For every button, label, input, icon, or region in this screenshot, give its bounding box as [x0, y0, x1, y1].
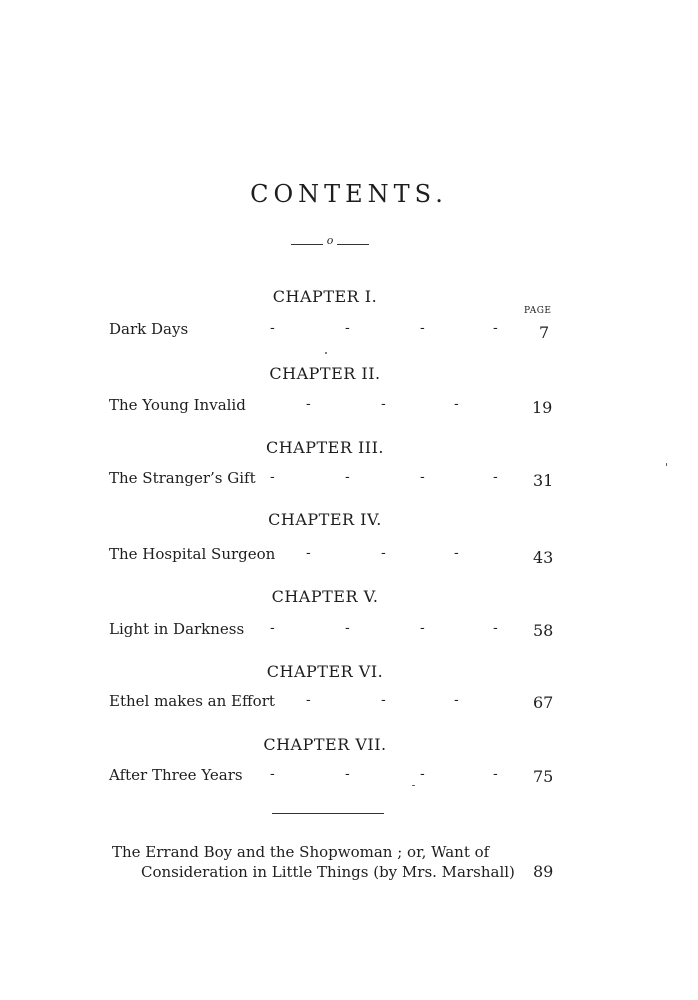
- leader-dash: -: [420, 620, 425, 636]
- leader-dash: -: [345, 469, 350, 485]
- leader-dash: -: [454, 396, 459, 412]
- page-number: 75: [533, 767, 554, 786]
- leader-dash: -: [270, 320, 275, 336]
- page-column-header: PAGE: [524, 306, 552, 316]
- page-number: 43: [533, 548, 554, 567]
- chapter-title: Ethel makes an Effort: [109, 692, 275, 710]
- page-number: 58: [533, 621, 554, 640]
- chapter-heading: CHAPTER I.: [272, 287, 378, 306]
- title-ornament: [291, 234, 369, 250]
- leader-dash: -: [270, 469, 275, 485]
- leader-dash: -: [306, 545, 311, 561]
- chapter-heading: CHAPTER II.: [269, 364, 381, 383]
- leader-dash: -: [270, 620, 275, 636]
- page-number: 31: [533, 471, 554, 490]
- chapter-heading: CHAPTER V.: [271, 587, 379, 606]
- leader-dash: -: [420, 766, 425, 782]
- leader-dash: -: [345, 320, 350, 336]
- chapter-title: The Stranger’s Gift: [109, 469, 256, 487]
- ornament-line-right: [337, 244, 369, 245]
- paper-speck: [325, 352, 327, 354]
- leader-dash: -: [270, 766, 275, 782]
- chapter-title: Dark Days: [109, 320, 189, 338]
- leader-dash: -: [345, 620, 350, 636]
- chapter-heading: CHAPTER III.: [265, 438, 385, 457]
- leader-dash: -: [454, 692, 459, 708]
- appendix-page-number: 89: [533, 862, 554, 881]
- leader-dash: -: [420, 469, 425, 485]
- leader-dash: -: [493, 766, 498, 782]
- leader-dash: -: [381, 396, 386, 412]
- page-number: 7: [539, 323, 550, 342]
- leader-dash: -: [493, 620, 498, 636]
- chapter-heading: CHAPTER VI.: [266, 662, 384, 681]
- leader-dash: -: [381, 692, 386, 708]
- chapter-title: Light in Darkness: [109, 620, 245, 638]
- appendix-title-line-2: Consideration in Little Things (by Mrs. Marshall): [141, 863, 515, 881]
- page-title: CONTENTS.: [250, 180, 448, 208]
- chapter-heading: CHAPTER VII.: [263, 735, 387, 754]
- paper-speck: [412, 785, 415, 786]
- paper-speck: [666, 463, 667, 466]
- chapter-title: After Three Years: [109, 766, 243, 784]
- chapter-title: The Young Invalid: [109, 396, 246, 414]
- page-number: 19: [532, 398, 553, 417]
- leader-dash: -: [493, 320, 498, 336]
- section-divider: [272, 813, 384, 814]
- page-number: 67: [533, 693, 554, 712]
- ornament-line-left: [291, 244, 323, 245]
- leader-dash: -: [420, 320, 425, 336]
- leader-dash: -: [345, 766, 350, 782]
- chapter-title: The Hospital Surgeon: [109, 545, 276, 563]
- leader-dash: -: [306, 396, 311, 412]
- leader-dash: -: [306, 692, 311, 708]
- leader-dash: -: [454, 545, 459, 561]
- leader-dash: -: [493, 469, 498, 485]
- appendix-title-line-1: The Errand Boy and the Shopwoman ; or, Want of: [112, 843, 490, 861]
- leader-dash: -: [381, 545, 386, 561]
- chapter-heading: CHAPTER IV.: [268, 510, 382, 529]
- ornament-mark: o: [326, 234, 334, 247]
